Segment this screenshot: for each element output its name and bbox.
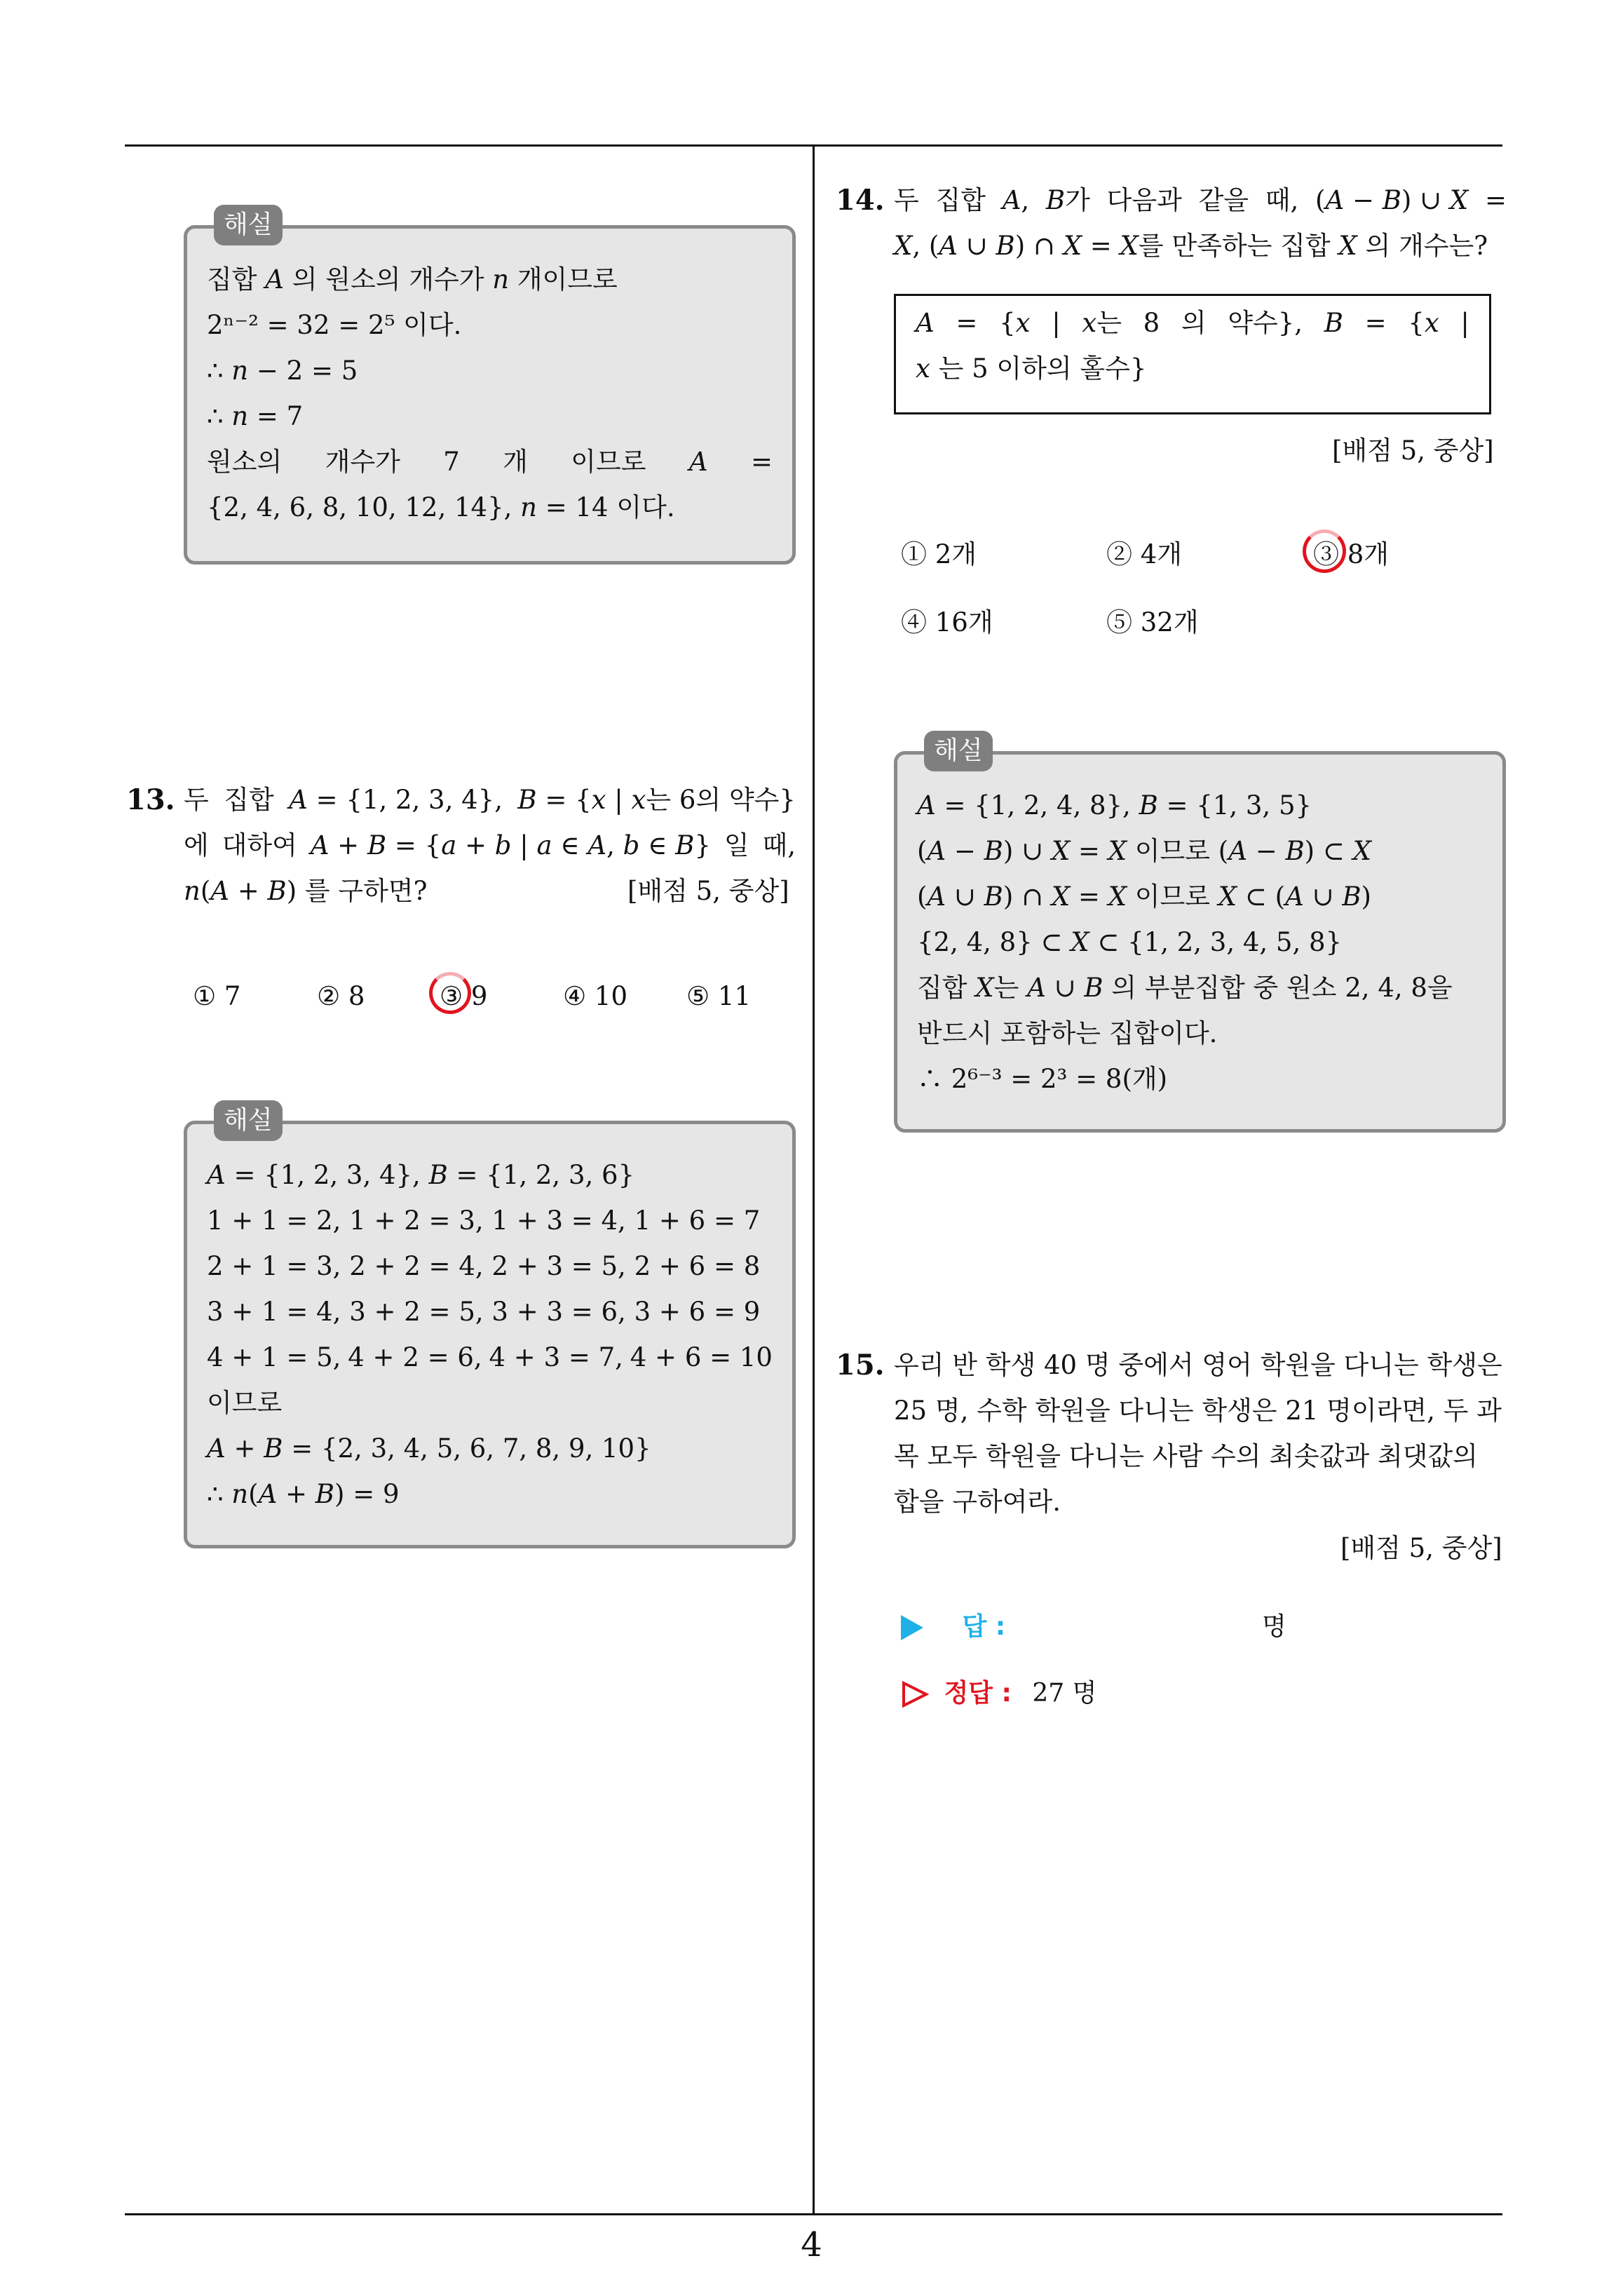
answer-label: 답 :: [962, 1612, 1006, 1641]
word: |: [1460, 308, 1469, 338]
word: 𝑥는: [1082, 308, 1122, 338]
word: 약수},: [1228, 308, 1303, 338]
solution-box-q13: [184, 1106, 796, 1548]
solution-line: 𝐴 + 𝐵 = {2, 3, 4, 5, 6, 7, 8, 9, 10}: [207, 1433, 651, 1464]
question-line: 𝑋, (𝐴 ∪ 𝐵) ∩ 𝑋 = 𝑋를 만족하는 집합 𝑋 의 개수는?: [894, 231, 1488, 261]
score-label-13: [배점 5, 중상]: [627, 876, 789, 906]
word: 4 + 2 = 6,: [348, 1342, 482, 1372]
question-line: [894, 177, 1507, 223]
solution-line: {2, 4, 6, 8, 10, 12, 14}, 𝑛 = 14 이다.: [207, 492, 675, 522]
question-number-13: 13.: [126, 783, 175, 816]
solution-line: 이므로: [207, 1388, 283, 1418]
solution-line: {2, 4, 8} ⊂ 𝑋 ⊂ {1, 2, 3, 4, 5, 8}: [917, 927, 1343, 957]
choice-13-4[interactable]: ④ 10: [563, 981, 628, 1011]
solution-line: 반드시 포함하는 집합이다.: [917, 1018, 1218, 1048]
word: 다음과: [1106, 185, 1182, 215]
choice-13-2[interactable]: ② 8: [317, 981, 365, 1011]
bottom-rule: [125, 2213, 1502, 2215]
question-15-text: [894, 1342, 1507, 1525]
word: 7: [443, 447, 460, 477]
question-14-text: [894, 177, 1507, 269]
solution-line: (𝐴 ∪ 𝐵) ∩ 𝑋 = 𝑋 이므로 𝑋 ⊂ (𝐴 ∪ 𝐵): [917, 882, 1371, 912]
question-line: 𝑛(𝐴 + 𝐵) 를 구하면?: [184, 876, 428, 906]
solution-line: (𝐴 − 𝐵) ∪ 𝑋 = 𝑋 이므로 (𝐴 − 𝐵) ⊂ 𝑋: [917, 836, 1371, 866]
solution-line: 집합 𝐴 의 원소의 개수가 𝑛 개이므로: [207, 264, 618, 295]
solution-box-q14: [894, 736, 1506, 1133]
choice-13-5[interactable]: ⑤ 11: [686, 981, 752, 1011]
choice-14-3[interactable]: ③ 8개: [1313, 539, 1390, 569]
choice-14-2[interactable]: ② 4개: [1106, 539, 1183, 569]
answer-unit: 명: [1262, 1612, 1286, 1641]
question-line: 목 모두 학원을 다니는 사람 수의 최솟값과 최댓값의: [894, 1441, 1478, 1471]
word: 에: [184, 830, 209, 860]
word: 일: [724, 830, 749, 860]
word: 4 + 6 = 10: [630, 1342, 773, 1372]
word: =: [1364, 308, 1387, 338]
question-line: [184, 777, 796, 823]
score-label-14: [배점 5, 중상]: [1332, 435, 1494, 466]
solution-tag: 해설: [214, 205, 283, 245]
solution-box-q12: [184, 210, 796, 565]
column-divider: [813, 144, 815, 2213]
word: (𝐴 − 𝐵) ∪ 𝑋: [1315, 185, 1469, 215]
question-line: 25 명, 수학 학원을 다니는 학생은 21 명이라면, 두 과: [894, 1396, 1502, 1426]
choice-13-3[interactable]: ③ 9: [440, 981, 488, 1011]
condition-line: [916, 300, 1469, 346]
outline-arrow-icon: [901, 1680, 929, 1708]
solution-line: ∴ 2⁶⁻³ = 2³ = 8(개): [917, 1064, 1168, 1094]
word: 𝐴: [688, 447, 708, 477]
question-number-15: 15.: [836, 1349, 885, 1382]
question-line: 합을 구하여라.: [894, 1487, 1061, 1517]
solution-line-justified: [207, 439, 773, 485]
word: =: [1484, 185, 1507, 215]
word: 대하여: [222, 830, 297, 860]
word: 𝐴 = {1, 2, 3, 4},: [289, 785, 503, 815]
word: 때,: [1265, 185, 1299, 215]
solution-line: 3 + 1 = 4, 3 + 2 = 5, 3 + 3 = 6, 3 + 6 = 9: [207, 1297, 761, 1327]
word: 𝐵 = {𝑥 | 𝑥는 6의 약수}: [517, 785, 796, 815]
question-line: [184, 823, 796, 868]
solution-line: 𝐴 = {1, 2, 3, 4}, 𝐵 = {1, 2, 3, 6}: [207, 1160, 635, 1190]
word: 집합: [935, 185, 986, 215]
word: 𝐵가: [1045, 185, 1090, 215]
word: 개: [503, 447, 528, 477]
choice-14-1[interactable]: ① 2개: [901, 539, 977, 569]
answer-row: [901, 1606, 1005, 1648]
word: 의: [1181, 308, 1207, 338]
solution-line: 2 + 1 = 3, 2 + 2 = 4, 2 + 3 = 5, 2 + 6 = 8: [207, 1251, 761, 1281]
word: {𝑥: [999, 308, 1031, 338]
score-label-15: [배점 5, 중상]: [1340, 1533, 1502, 1563]
word: |: [1052, 308, 1061, 338]
solution-line: 1 + 1 = 2, 1 + 2 = 3, 1 + 3 = 4, 1 + 6 = 7: [207, 1206, 761, 1236]
word: 𝐴,: [1002, 185, 1030, 215]
word: {𝑥: [1408, 308, 1439, 338]
solution-line: 𝐴 = {1, 2, 4, 8}, 𝐵 = {1, 3, 5}: [917, 790, 1312, 821]
word: 두: [894, 185, 919, 215]
word: 개수가: [325, 447, 400, 477]
word: 4 + 3 = 7,: [489, 1342, 623, 1372]
word: 4 + 1 = 5,: [207, 1342, 341, 1372]
solution-line: 집합 𝑋는 𝐴 ∪ 𝐵 의 부분집합 중 원소 2, 4, 8을: [917, 973, 1453, 1003]
solution-line: ∴ 𝑛(𝐴 + 𝐵) = 9: [207, 1479, 400, 1509]
choice-13-1[interactable]: ① 7: [193, 981, 241, 1011]
correct-answer-label: 정답 :: [944, 1679, 1012, 1708]
word: 때,: [762, 830, 796, 860]
word: 𝐴: [916, 308, 935, 338]
condition-box: [894, 294, 1491, 414]
word: =: [956, 308, 978, 338]
solution-line: ∴ 𝑛 − 2 = 5: [207, 356, 358, 386]
solution-tag: 해설: [214, 1100, 283, 1141]
condition-line: 𝑥 는 5 이하의 홀수}: [916, 353, 1147, 384]
word: 이므로: [571, 447, 646, 477]
question-number-14: 14.: [836, 184, 885, 217]
play-arrow-icon: [901, 1615, 923, 1640]
word: 𝐵: [1324, 308, 1343, 338]
correct-answer-row: [901, 1673, 1096, 1715]
solution-line: ∴ 𝑛 = 7: [207, 401, 304, 431]
solution-tag: 해설: [924, 731, 993, 771]
choice-14-5[interactable]: ⑤ 32개: [1106, 607, 1199, 637]
page-number: 4: [801, 2225, 822, 2264]
choice-14-4[interactable]: ④ 16개: [901, 607, 993, 637]
correct-answer-value: 27 명: [1032, 1679, 1097, 1708]
word: =: [750, 447, 773, 477]
word: 집합: [224, 785, 274, 815]
word: 원소의: [207, 447, 283, 477]
word: 같을: [1198, 185, 1249, 215]
word: 8: [1143, 308, 1160, 338]
solution-line-justified: [207, 1335, 773, 1380]
question-line: 우리 반 학생 40 명 중에서 영어 학원을 다니는 학생은: [894, 1350, 1502, 1380]
word: 𝐴 + 𝐵 = {𝑎 + 𝑏 | 𝑎 ∈ 𝐴, 𝑏 ∈ 𝐵}: [310, 830, 711, 860]
solution-line: 2ⁿ⁻² = 32 = 2⁵ 이다.: [207, 310, 462, 340]
word: 두: [184, 785, 209, 815]
